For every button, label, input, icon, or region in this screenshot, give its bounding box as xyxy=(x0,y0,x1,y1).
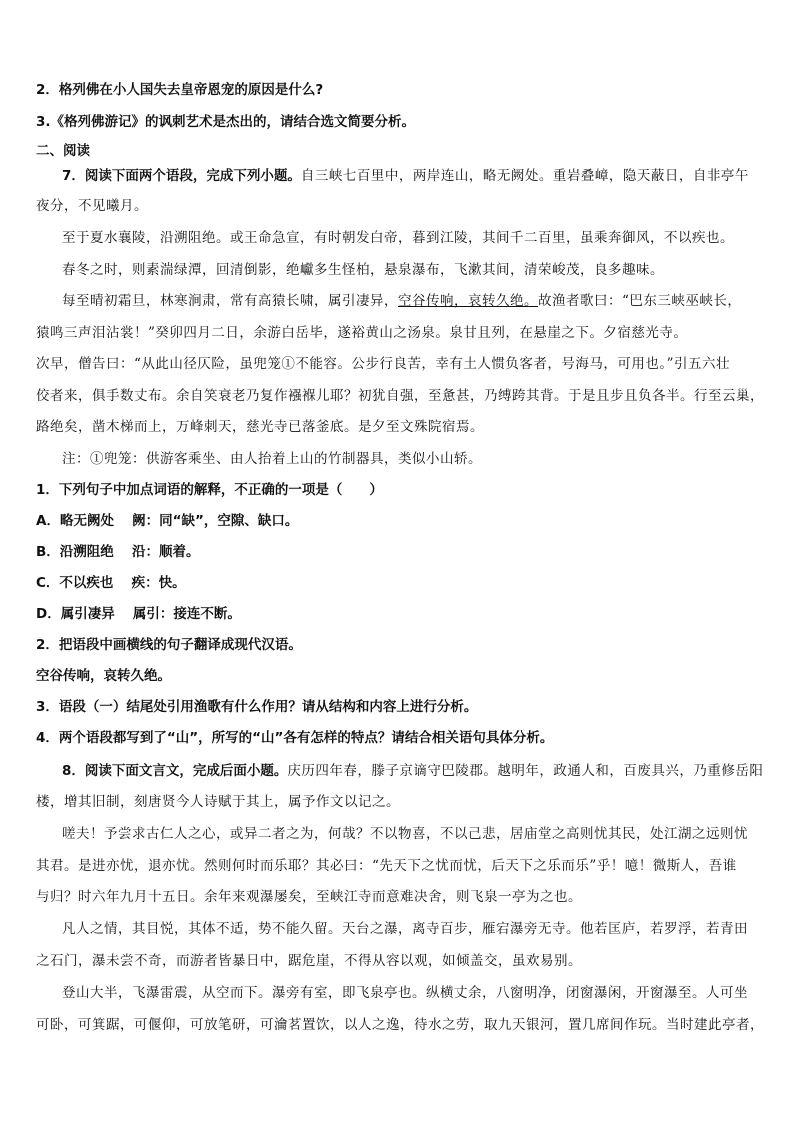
q8-para-4-b: 可卧，可箕踞，可偃仰，可放笔研，可瀹茗置饮，以人之逸，待水之劳，取九天银河，置几席间作玩。当时建此亭者， xyxy=(36,1017,764,1033)
q7-intro xyxy=(62,166,764,186)
underlined-sentence: 空谷传响，哀转久绝。 xyxy=(398,293,538,309)
question-3: 3.《格列佛游记》的讽刺艺术是杰出的，请结合选文简要分析。 xyxy=(36,114,416,130)
q7-sub-4: 4．两个语段都写到了“山”，所写的“山”各有怎样的特点？请结合相关语句具体分析。 xyxy=(36,730,554,746)
q8-para-2-a: 嗟夫！予尝求古仁人之心，或异二者之为，何哉？不以物喜，不以己悲，居庙堂之高则忧其民，处江湖之远则忧 xyxy=(62,826,748,842)
q8-para-4-a: 登山大半，飞瀑雷震，从空而下。瀑旁有室，即飞泉亭也。纵横丈余，八窗明净，闭窗瀑闲，开窗瀑至。人可坐 xyxy=(62,985,748,1001)
q8-para-3-a: 凡人之情，其目悦，其体不适，势不能久留。天台之瀑，离寺百步，雁宕瀑旁无寺。他若匡庐，若罗浮，若青田 xyxy=(62,921,748,937)
q8-line-2: 楼，增其旧制，刻唐贤今人诗赋于其上，属予作文以记之。 xyxy=(36,794,400,810)
q7-para-5-b: 佼者来，俱手数丈布。余自笑衰老乃复作襁褓儿耶？初犹自强，至惫甚，乃缚跨其背。于是且步且负各半。行至云巢， xyxy=(36,388,764,404)
q8-intro xyxy=(62,761,764,781)
q7-para-4-a: 每至晴初霜旦，林寒涧肃，常有高猿长啸，属引凄异， xyxy=(62,293,398,309)
option-a: A．略无阙处 阙：同“缺”，空隙、缺口。 xyxy=(36,513,299,529)
q7-intro-text: 自三峡七百里中，两岸连山，略无阙处。重岩叠嶂，隐天蔽日，自非亭午 xyxy=(300,168,749,184)
q7-para-5-c: 路绝矣，凿木梯而上，万峰刺天，慈光寺已落釜底。是夕至文殊院宿焉。 xyxy=(36,419,484,435)
q7-para-4-b: 故渔者歌曰：“巴东三峡巫峡长， xyxy=(538,293,742,309)
q7-para-5-a: 次早，僧告曰：“从此山径仄险，虽兜笼①不能容。公步行良苦，幸有土人惯负客者，号海马，可用也。”引五六壮 xyxy=(36,356,731,372)
q7-intro-label: 7．阅读下面两个语段，完成下列小题。 xyxy=(62,168,301,184)
q7-para-4 xyxy=(62,291,764,311)
q7-sub-2-sentence: 空谷传响，哀转久绝。 xyxy=(36,668,171,684)
section-title: 二、阅读 xyxy=(36,143,90,159)
q7-line-2: 夜分，不见曦月。 xyxy=(36,198,148,214)
q7-note: 注：①兜笼：供游客乘坐、由人抬着上山的竹制器具，类似小山轿。 xyxy=(62,451,482,467)
q8-intro-label: 8．阅读下面文言文，完成后面小题。 xyxy=(62,763,288,779)
q8-intro-text: 庆历四年春，滕子京谪守巴陵郡。越明年，政通人和，百废具兴，乃重修岳阳 xyxy=(287,763,764,779)
option-b: B．沿溯阻绝 沿：顺着。 xyxy=(36,544,200,560)
q7-para-3: 春冬之时，则素湍绿潭，回清倒影，绝巘多生怪柏，悬泉瀑布，飞漱其间，清荣峻茂，良多趣味。 xyxy=(62,262,664,278)
q7-para-2: 至于夏水襄陵，沿溯阻绝。或王命急宣，有时朝发白帝，暮到江陵，其间千二百里，虽乘奔御风，不以疾也。 xyxy=(62,230,734,246)
question-2: 2．格列佛在小人国失去皇帝恩宠的原因是什么? xyxy=(36,82,324,98)
q8-para-3-b: 之石门，瀑未尝不奇，而游者皆暴日中，踞危崖，不得从容以观，如倾盖交，虽欢易别。 xyxy=(36,953,582,969)
q7-sub-1: 1．下列句子中加点词语的解释，不正确的一项是（ ） xyxy=(36,482,383,498)
option-c: C．不以疾也 疾：快。 xyxy=(36,575,186,591)
q7-para-4-c: 猿鸣三声泪沾裳！”癸卯四月二日，余游白岳毕，遂裕黄山之汤泉。泉甘且列，在悬崖之下。夕宿慈光寺。 xyxy=(36,325,688,341)
option-d: D．属引凄异 属引：接连不断。 xyxy=(36,606,241,622)
q8-para-2-b: 其君。是进亦忧，退亦忧。然则何时而乐耶？其必曰：“先天下之忧而忧，后天下之乐而乐”乎！噫！微斯人，吾谁 xyxy=(36,858,737,874)
q7-sub-2: 2．把语段中画横线的句子翻译成现代汉语。 xyxy=(36,637,302,653)
q7-sub-3: 3．语段（一）结尾处引用渔歌有什么作用？请从结构和内容上进行分析。 xyxy=(36,699,478,715)
q8-para-2-c: 与归？时六年九月十五日。余年来观瀑屡矣，至峡江寺而意难决舍，则飞泉一亭为之也。 xyxy=(36,889,582,905)
